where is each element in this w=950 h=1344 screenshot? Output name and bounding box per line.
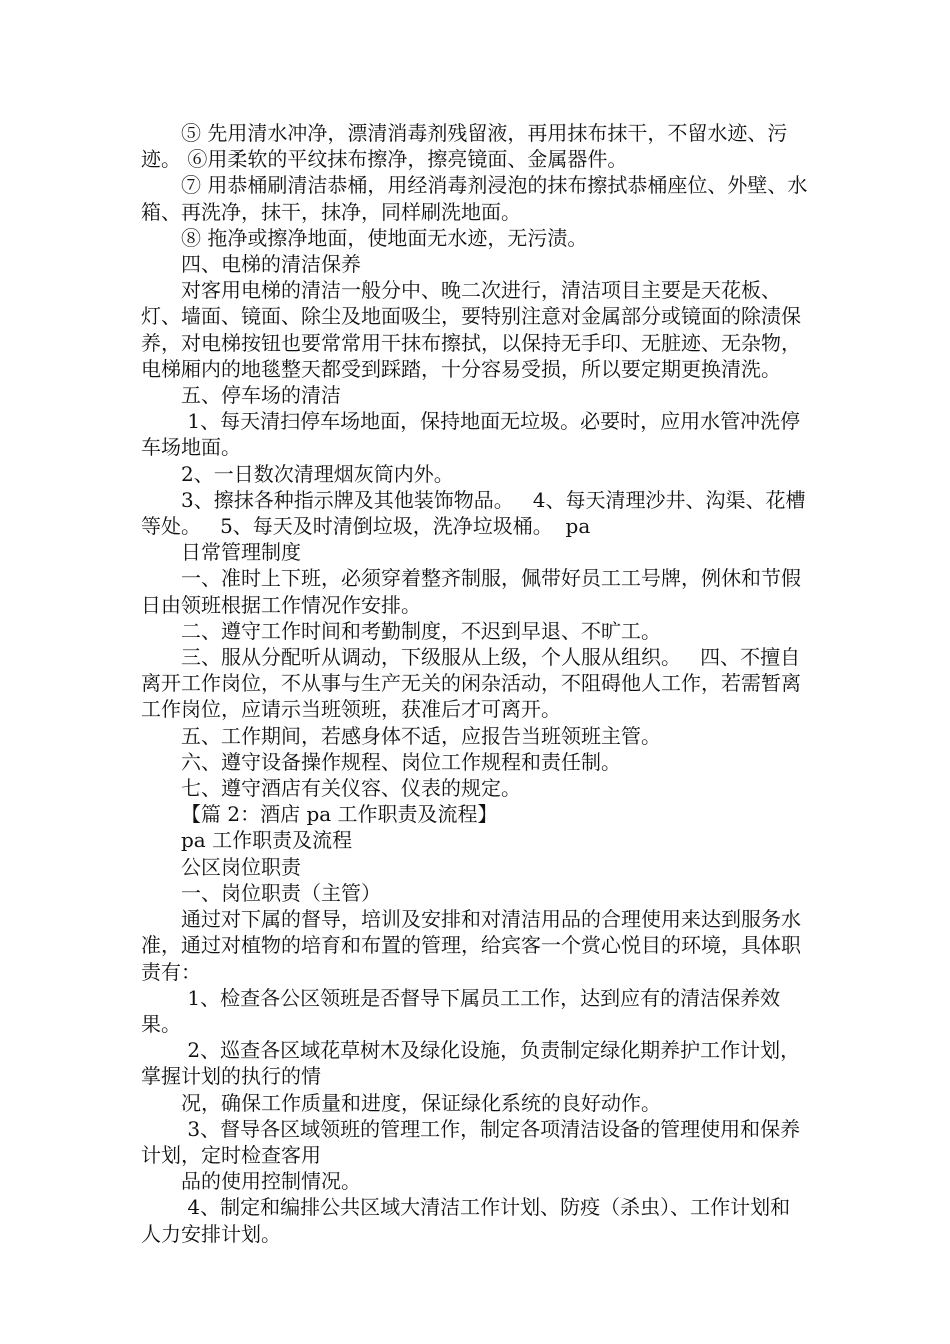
section-heading: 四、电梯的清洁保养 [181,252,361,277]
paragraph: 七、遵守酒店有关仪容、仪表的规定。 [181,776,521,801]
document-body [141,120,809,1247]
section-heading: 一、岗位职责（主管） [181,880,381,905]
paragraph: 1、每天清扫停车场地面，保持地面无垃圾。必要时，应用水管冲洗停车场地面。 [141,409,801,460]
paragraph: 三、服从分配听从调动，下级服从上级，个人服从组织。 四、不擅自离开工作岗位，不从事与生产无关的闲杂活动，不阻碍他人工作，若需暂离工作岗位，应请示当班领班，获准后才可离开。 [141,645,801,722]
section-heading: 五、停车场的清洁 [181,383,341,408]
paragraph: 3、擦抹各种指示牌及其他装饰物品。 4、每天清理沙井、沟渠、花槽等处。 5、每天及时清倒垃圾，洗净垃圾桶。 pa [141,487,806,539]
paragraph: 通过对下属的督导，培训及安排和对清洁用品的合理使用来达到服务水准，通过对植物的培育和布置的管理，给宾客一个赏心悦目的环境，具体职责有： [141,907,801,984]
paragraph: 六、遵守设备操作规程、岗位工作规程和责任制。 [181,749,621,774]
paragraph: ⑦ 用恭桶刷清洁恭桶，用经消毒剂浸泡的抹布擦拭恭桶座位、外壁、水箱、再洗净，抹干，抹净，同样刷洗地面。 [141,173,808,224]
paragraph: 况，确保工作质量和进度，保证绿化系统的良好动作。 [181,1090,661,1115]
paragraph: 对客用电梯的清洁一般分中、晚二次进行，清洁项目主要是天花板、灯、墙面、镜面、除尘及地面吸尘，要特别注意对金属部分或镜面的除渍保养，对电梯按钮也要常常用干抹布擦拭，以保持无手印、无脏迹、无杂物，电梯厢内的地毯整天都受到踩踏，十分容易受损，所以要定期更换清洗。 [141,278,801,381]
paragraph: ⑤ 先用清水冲净，漂清消毒剂残留液，再用抹布抹干，不留水迹、污迹。 ⑥用柔软的平纹抹布擦净，擦亮镜面、金属器件。 [141,121,788,172]
paragraph: 一、准时上下班，必须穿着整齐制服，佩带好员工工号牌，例休和节假日由领班根据工作情况作安排。 [141,566,801,617]
section-heading: 公区岗位职责 [181,854,301,879]
paragraph: 五、工作期间，若感身体不适，应报告当班领班主管。 [181,723,661,748]
paragraph: 2、一日数次清理烟灰筒内外。 [181,461,454,486]
section-heading: pa 工作职责及流程 [181,828,353,853]
section-heading: 日常管理制度 [181,540,301,565]
paragraph: 品的使用控制情况。 [181,1169,361,1194]
chapter-title: 【篇 2：酒店 pa 工作职责及流程】 [181,802,498,827]
paragraph: 2、巡查各区域花草树木及绿化设施，负责制定绿化期养护工作计划，掌握计划的执行的情 [141,1038,801,1089]
paragraph: ⑧ 拖净或擦净地面，使地面无水迹，无污渍。 [181,225,588,250]
paragraph: 3、督导各区域领班的管理工作，制定各项清洁设备的管理使用和保养计划，定时检查客用 [141,1116,801,1167]
paragraph: 二、遵守工作时间和考勤制度，不迟到早退、不旷工。 [181,618,661,643]
paragraph: 4、制定和编排公共区域大清洁工作计划、防疫（杀虫）、工作计划和人力安排计划。 [141,1195,791,1246]
paragraph: 1、检查各公区领班是否督导下属员工工作，达到应有的清洁保养效果。 [141,985,781,1036]
